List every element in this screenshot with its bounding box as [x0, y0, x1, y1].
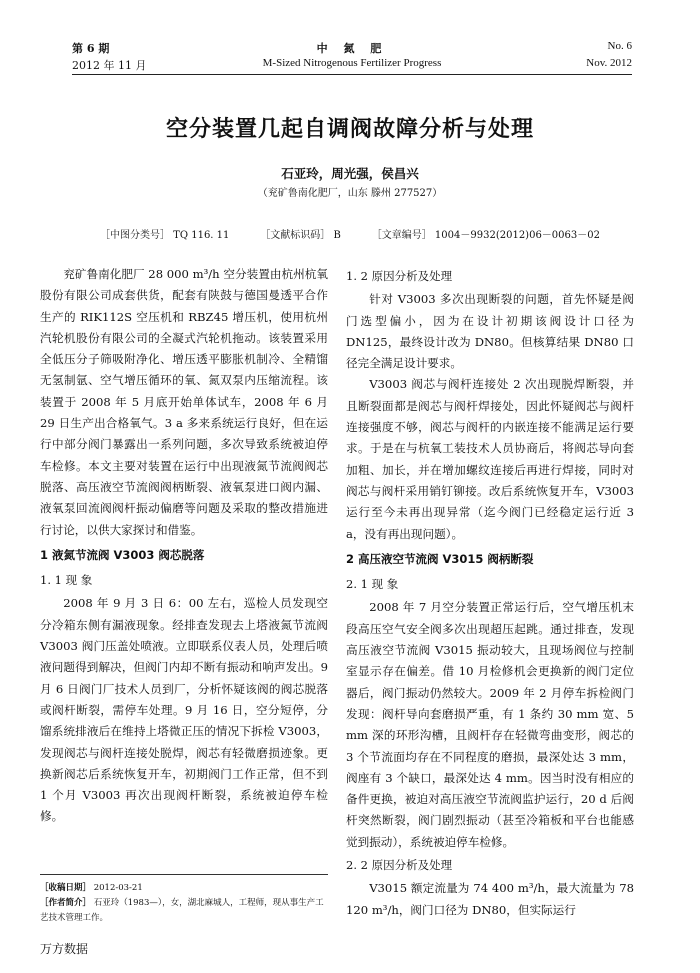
section-1-2-paragraph-a: 针对 V3003 多次出现断裂的问题，首先怀疑是阀门选型偏小，因为在设计初期该阀设计口径为 DN125，最终设计改为 DN80。但核算结果 DN80 口径完全满足设计要求。: [346, 292, 634, 371]
section-1-2-heading: 1. 2 原因分析及处理: [346, 269, 453, 283]
section-1-1-paragraph: 2008 年 9 月 3 日 6：00 左右，巡检人员发现空分冷箱东侧有漏液现象。经排查发现去上塔液氮节流阀 V3003 阀门压盖处喷液。立即联系仪表人员，处理后喷液问题得到解决，但阀门内却不断有振动和响声发出。9 月 6 日阀门厂技术人员到厂，分析怀疑该阀的阀芯脱落或阀杆断裂，需停车处理。9 月 16 日，空分短停，分馏系统排液后在维持上塔微正压的情况下拆检 V3003，发现阀芯与阀杆连接处脱焊，阀芯有轻微磨损迹象。更换新阀芯后系统恢复开车，初期阀门工作正常，但不到 1 个月 V3003 再次出现阀杆断裂，系统被迫停车检修。: [40, 596, 328, 824]
watermark-text: 万方数据: [40, 942, 89, 956]
section-1-2-paragraph-b: V3003 阀芯与阀杆连接处 2 次出现脱焊断裂，并且断裂面都是阀芯与阀杆焊接处，因此怀疑阀芯与阀杆连接强度不够，阀芯与阀杆的内嵌连接不能满足运行要求。于是在与杭氧工装技术人员协商后，将阀芯导向套加粗、加长，并在增加螺纹连接后再进行焊接，同时对阀芯与阀杆采用销钉铆接。改后系统恢复开车，V3003 运行至今未再出现异常（迄今阀门已经稳定运行近 3 a，没有再出现问题）。: [346, 377, 634, 541]
issue-date: 2012 年 11 月: [72, 59, 147, 72]
journal-name-en: M-Sized Nitrogenous Fertilizer Progress: [262, 57, 442, 69]
right-column: [346, 264, 634, 921]
section-2-1-heading: 2. 1 现 象: [346, 577, 399, 592]
author-bio: ［作者简介］ 石亚玲（1983—），女，湖北麻城人，工程师，现从事生产工艺技术管理工作。: [40, 898, 324, 923]
clc-number: ［中图分类号］ TQ 116. 11: [100, 230, 230, 241]
section-2-1-paragraph: 2008 年 7 月空分装置正常运行后，空气增压机末段高压空气安全阀多次出现超压起跳。通过排查，发现高压液空节流阀 V3015 振动较大，且现场阀位与控制室显示存在偏差。借 10 月检修机会更换新的阀门定位器后，阀门振动仍然较大。2009 年 2 月停车拆检阀门发现：阀杆导向套磨损严重，有 1 条约 30 mm 宽、5 mm 深的环形沟槽，且阀杆存在轻微弯曲变形，阀芯的 3 个节流面均存在不同程度的磨损，最深处达 3 mm，阀座有 3 个缺口，最深处达 4 mm。因当时没有相应的备件更换，被迫对高压液空节流阀监护运行，20 d 后阀杆突然断裂，阀门剧烈振动（甚至冷箱板和平台也能感觉到振动），系统被迫停车检修。: [346, 600, 634, 849]
section-1-heading: 1 液氮节流阀 V3003 阀芯脱落: [40, 547, 205, 562]
section-2-2-heading: 2. 2 原因分析及处理: [346, 858, 453, 873]
footnote: [40, 874, 328, 926]
issue-number: 第 6 期: [72, 42, 110, 55]
journal-name-cn: 中 氮 肥: [316, 42, 388, 55]
section-1-1-heading: 1. 1 现 象: [40, 573, 93, 588]
running-header: [72, 40, 632, 75]
document-code: ［文献标识码］ B: [260, 230, 341, 241]
author-affiliation: （兖矿鲁南化肥厂，山东 滕州 277527）: [257, 188, 443, 199]
left-column: [40, 264, 328, 828]
article-authors: 石亚玲，周光强，侯昌兴: [281, 166, 419, 181]
issue-date-en: Nov. 2012: [586, 57, 632, 69]
section-2-2-paragraph: V3015 额定流量为 74 400 m³/h，最大流量为 78 120 m³/h，阀门口径为 DN80，但实际运行: [346, 881, 634, 917]
intro-paragraph: 兖矿鲁南化肥厂 28 000 m³/h 空分装置由杭州杭氧股份有限公司成套供货，配套有陕鼓与德国曼透平合作生产的 RIK112S 空压机和 RBZ45 增压机，使用杭州汽轮机股份有限公司的全凝式汽轮机拖动。该装置采用全低压分子筛吸附净化、增压透平膨胀机制冷、全精馏无氢制氩、空气增压循环的氧、氮双泵内压缩流程。该装置于 2008 年 5 月底开始单体试车，2008 年 6 月 29 日生产出合格氧气。3 a 多来系统运行良好，但在运行中部分阀门暴露出一系列问题，多次导致系统被迫停车检修。本文主要对装置在运行中出现液氮节流阀阀芯脱落、高压液空节流阀阀柄断裂、液氧泵进口阀内漏、液氧泵回流阀阀杆振动偏磨等问题及采取的整改措施进行讨论，以供大家探讨和借鉴。: [40, 267, 328, 537]
article-number: ［文章编号］ 1004－9932(2012)06－0063－02: [371, 230, 600, 241]
article-metadata: [100, 226, 600, 241]
received-date: ［收稿日期］ 2012-03-21: [40, 883, 143, 893]
issue-number-en: No. 6: [607, 40, 632, 52]
section-2-heading: 2 高压液空节流阀 V3015 阀柄断裂: [346, 551, 534, 566]
article-title: 空分装置几起自调阀故障分析与处理: [165, 117, 534, 142]
